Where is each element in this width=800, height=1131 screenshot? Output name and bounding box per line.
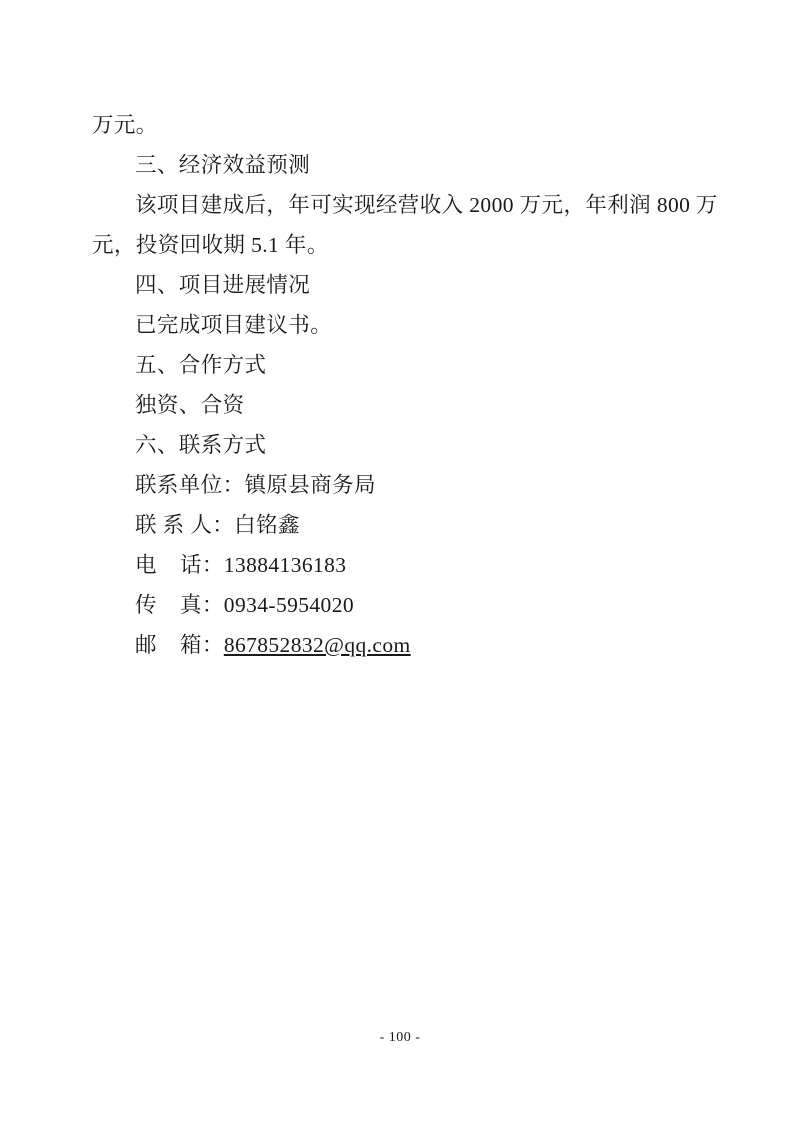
- contact-email-value[interactable]: 867852832@qq.com: [223, 633, 411, 657]
- paragraph-line: 独资、合资: [135, 393, 245, 417]
- document-body: [92, 105, 718, 665]
- paragraph-line: 万元。: [92, 113, 158, 137]
- section-heading-six: 六、联系方式: [135, 433, 267, 457]
- section-heading-four: 四、项目进展情况: [135, 273, 311, 297]
- paragraph-line: 已完成项目建议书。: [135, 313, 333, 337]
- contact-email-row: [92, 625, 710, 665]
- paragraph-line: 元，投资回收期 5.1 年。: [92, 233, 329, 257]
- contact-organization: 联系单位：镇原县商务局: [135, 473, 376, 497]
- section-heading-three: 三、经济效益预测: [135, 153, 311, 177]
- contact-person: 联 系 人：白铭鑫: [135, 513, 300, 537]
- page-number: - 100 -: [379, 1030, 421, 1045]
- contact-phone: 电 话：13884136183: [135, 553, 347, 577]
- contact-email-label: 邮 箱：: [135, 633, 224, 657]
- section-heading-five: 五、合作方式: [135, 353, 267, 377]
- paragraph-line: 该项目建成后，年可实现经营收入 2000 万元，年利润 800 万: [135, 193, 718, 217]
- contact-fax: 传 真：0934-5954020: [135, 593, 355, 617]
